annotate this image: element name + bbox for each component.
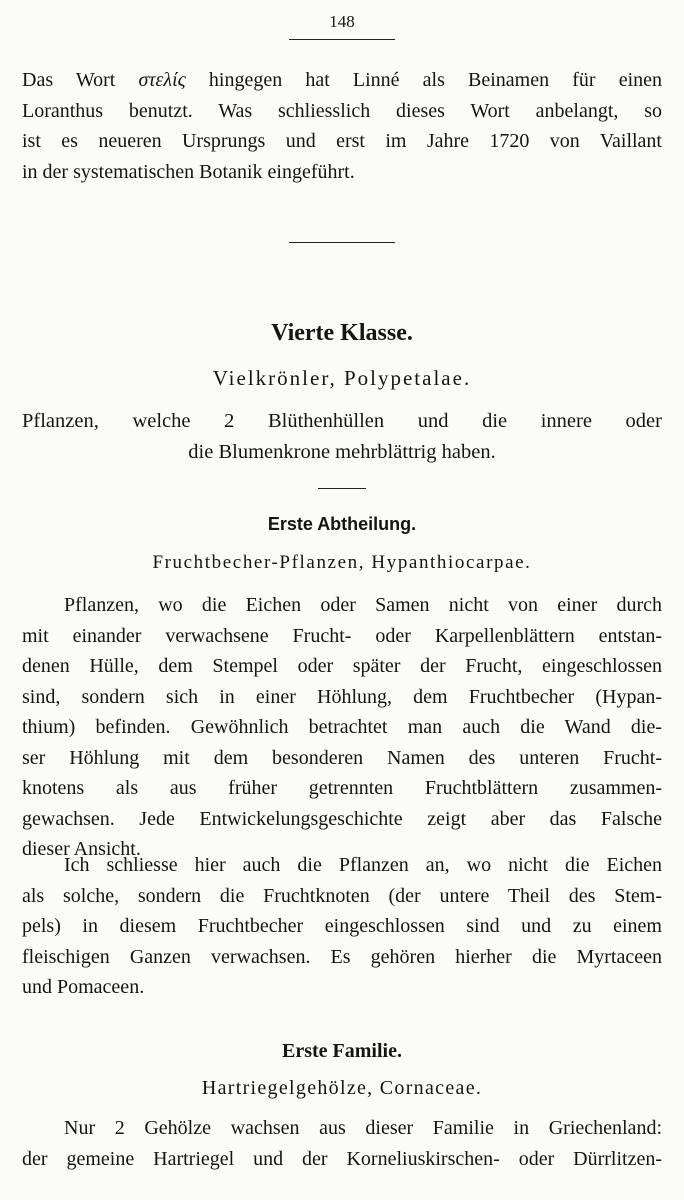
family-subtitle: Hartriegelgehölze, Cornaceae. (201, 1077, 483, 1099)
section-subtitle: Fruchtbecher-Pflanzen, Hypanthiocarpae. (152, 552, 532, 573)
section-divider (289, 242, 395, 243)
text-line: knotens als aus früher getrennten Fruchtblättern zusammen- (22, 777, 662, 799)
page-number-rule (289, 39, 395, 40)
text-line: Ich schliesse hier auch die Pflanzen an, wo nicht die Eichen (64, 854, 662, 876)
text-line: pels) in diesem Fruchtbecher eingeschlossen sind und zu einem (22, 915, 662, 937)
text-line: Pflanzen, welche 2 Blüthenhüllen und die innere oder (22, 410, 662, 432)
body-paragraph (22, 590, 662, 865)
intro-paragraph (22, 65, 662, 187)
text-line: als solche, sondern die Fruchtknoten (der untere Theil des Stem- (22, 884, 662, 907)
text-line: thium) befinden. Gewöhnlich betrachtet man auch die Wand die- (22, 716, 662, 738)
text-line: der gemeine Hartriegel und der Korneliuskirschen- oder Dürrlitzen- (22, 1147, 662, 1170)
text-line: dieser Ansicht. (22, 838, 141, 860)
short-divider (318, 488, 366, 489)
text-line: die Blumenkrone mehrblättrig haben. (188, 441, 496, 463)
text-line: Pflanzen, wo die Eichen oder Samen nicht von einer durch (64, 594, 662, 616)
class-description (22, 406, 662, 468)
page-number: 148 (329, 12, 355, 31)
section-title: Erste Abtheilung. (267, 514, 417, 534)
text-line: in der systematischen Botanik eingeführt. (22, 160, 355, 183)
text-line: gewachsen. Jede Entwickelungsgeschichte zeigt aber das Falsche (22, 807, 662, 830)
text-line: denen Hülle, dem Stempel oder später der Frucht, eingeschlossen (22, 655, 662, 677)
class-title: Vierte Klasse. (271, 320, 413, 346)
body-paragraph (22, 1113, 662, 1174)
text-line: Das Wort στελίς hingegen hat Linné als Beinamen für einen (22, 69, 662, 91)
body-paragraph (22, 850, 662, 1003)
family-title: Erste Familie. (282, 1040, 402, 1062)
class-subtitle: Vielkrönler, Polypetalae. (212, 366, 472, 390)
text-line: Loranthus benutzt. Was schliesslich dieses Wort anbelangt, so (22, 99, 662, 122)
text-line: fleischigen Ganzen verwachsen. Es gehören hierher die Myrtaceen (22, 945, 662, 968)
text-line: und Pomaceen. (22, 976, 145, 998)
text-line: Nur 2 Gehölze wachsen aus dieser Familie in Griechenland: (64, 1117, 662, 1139)
text-line: ist es neueren Ursprungs und erst im Jahre 1720 von Vaillant (22, 130, 662, 152)
text-line: ser Höhlung mit dem besonderen Namen des unteren Frucht- (22, 746, 662, 769)
text-line: mit einander verwachsene Frucht- oder Karpellenblättern entstan- (22, 624, 662, 647)
greek-word: στελίς (138, 69, 186, 91)
text-line: sind, sondern sich in einer Höhlung, dem Fruchtbecher (Hypan- (22, 685, 662, 708)
